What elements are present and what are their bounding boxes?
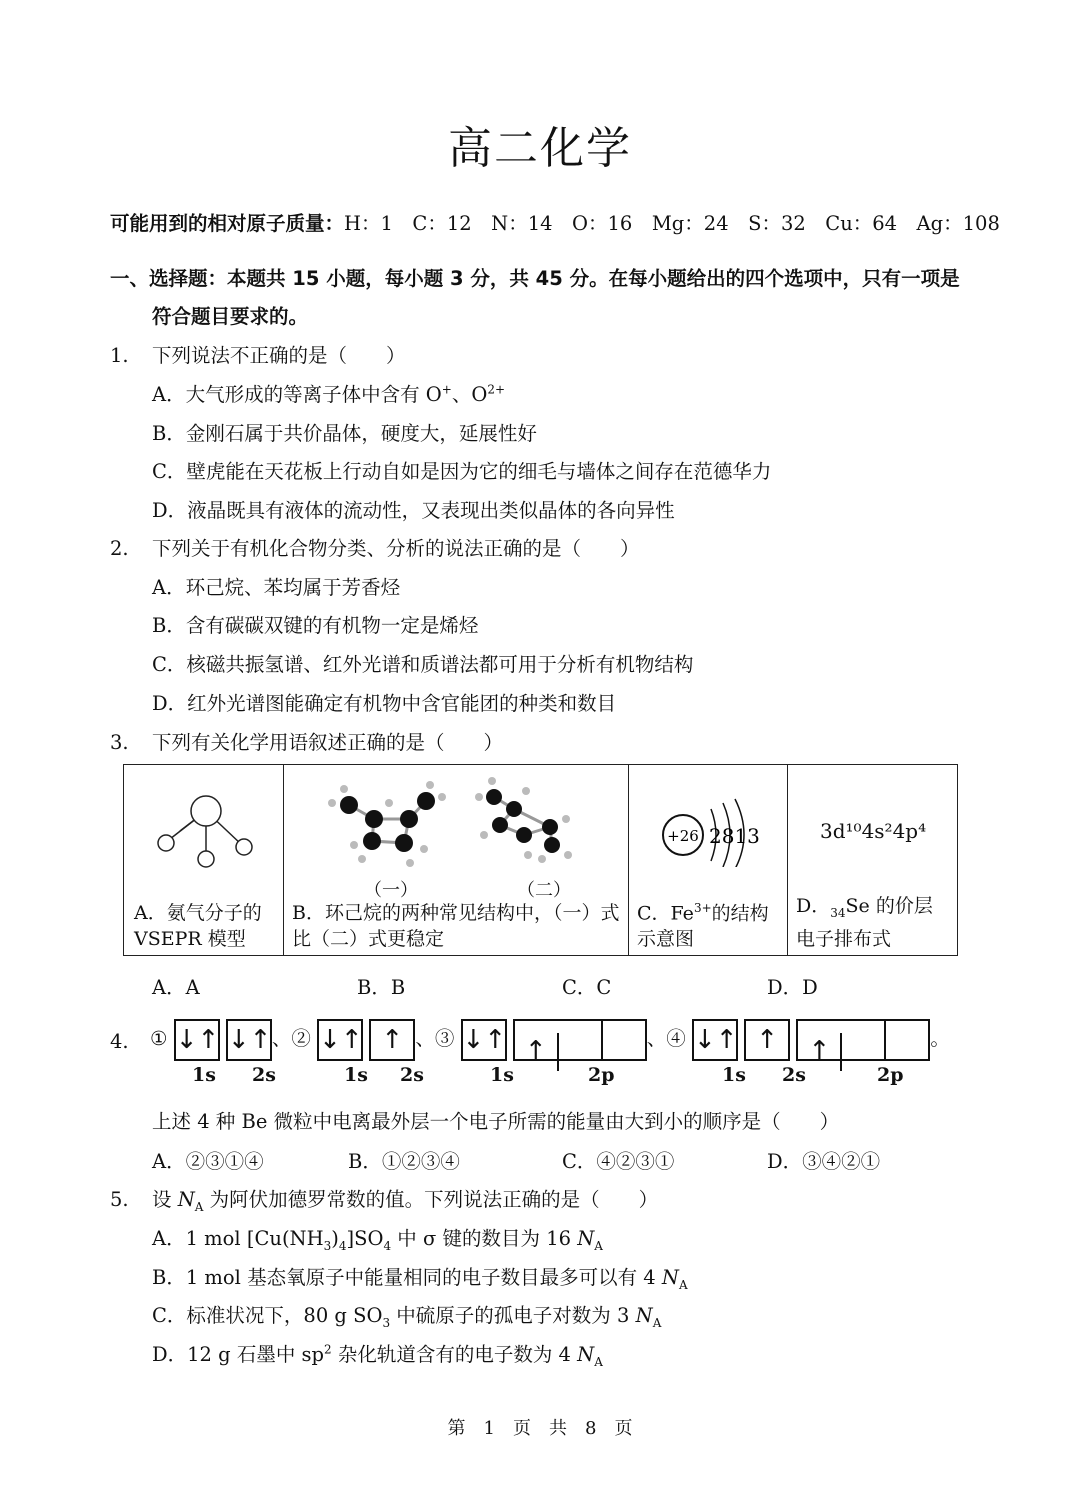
orbital-2s	[369, 1019, 415, 1061]
q3-cell-d	[788, 765, 958, 956]
cell-caption	[796, 893, 951, 952]
subscript: 3	[382, 1315, 391, 1330]
superscript: 2+	[487, 382, 506, 397]
q2-option-b: B．含有碳碳双键的有机物一定是烯烃	[152, 614, 479, 637]
electron-arrow: ↑	[515, 1033, 559, 1071]
option-text: ]SO	[346, 1227, 384, 1250]
orbital-label: 1s	[344, 1064, 368, 1086]
question-3-stem	[110, 727, 503, 755]
superscript: 2	[324, 1342, 332, 1357]
question-text: 下列说法不正确的是（ ）	[152, 344, 406, 367]
nucleus-charge: +26	[667, 827, 699, 845]
superscript: 3+	[693, 900, 712, 915]
subscript: 4	[383, 1238, 392, 1253]
electron-pair-arrows: ↓↑	[693, 1024, 738, 1055]
subscript: A	[594, 1238, 603, 1253]
orbital-label: 2s	[782, 1064, 806, 1086]
q3-cell-a	[124, 765, 284, 956]
caption-text: Se 的价层电子排布式	[796, 895, 933, 950]
electron-shell-counts: 2813	[709, 824, 760, 848]
question-number: 2.	[110, 537, 129, 560]
caption-text: C．Fe	[637, 902, 694, 924]
marker-3: 、③	[415, 1027, 455, 1050]
empty-orbital-box	[559, 1021, 603, 1059]
q5-option-c	[152, 1300, 661, 1330]
atomic-mass-values: H：1 C：12 N：14 O：16 Mg：24 S：32 Cu：64 Ag：108	[344, 212, 1000, 235]
q3-option-d: D．D	[767, 976, 818, 999]
orbital-1s	[174, 1019, 220, 1061]
fe3-structure-diagram	[659, 797, 769, 867]
vsepr-model-figure	[152, 787, 262, 877]
conformer-label-1: （一）	[364, 880, 418, 901]
q5-option-d	[152, 1339, 603, 1369]
q2-option-c: C．核磁共振氢谱、红外光谱和质谱法都可用于分析有机物结构	[152, 653, 694, 676]
option-text: )	[331, 1227, 339, 1250]
option-text: 、O	[451, 383, 488, 406]
question-1-stem	[110, 340, 406, 368]
q3-option-a: A．A	[152, 976, 200, 999]
question-number: 3.	[110, 731, 129, 754]
subscript: 34	[830, 906, 846, 920]
orbital-1s	[461, 1019, 507, 1061]
superscript: +	[441, 382, 452, 397]
question-text: 设	[152, 1188, 178, 1211]
q1-option-c: C．壁虎能在天花板上行动自如是因为它的细毛与墙体之间存在范德华力	[152, 460, 772, 483]
period: 。	[930, 1027, 950, 1050]
section-heading-line1: 一、选择题：本题共 15 小题，每小题 3 分，共 45 分。在每小题给出的四个选项中，只有一项是	[110, 267, 960, 290]
option-text: C．标准状况下，80 g SO	[152, 1304, 383, 1327]
question-text: 为阿伏加德罗常数的值。下列说法正确的是（ ）	[203, 1188, 659, 1211]
orbital-1s	[317, 1019, 363, 1061]
option-text: B．1 mol 基态氧原子中能量相同的电子数目最多可以有 4	[152, 1266, 662, 1289]
electron-arrow: ↑	[798, 1033, 842, 1071]
orbital-label: 1s	[722, 1064, 746, 1086]
q4-option-b: B．①②③④	[348, 1150, 460, 1173]
question-4-number: 4.	[110, 1030, 129, 1053]
question-number: 5.	[110, 1188, 129, 1211]
q1-option-a	[152, 379, 505, 407]
orbital-label: 2s	[252, 1064, 276, 1086]
orbital-2p	[513, 1019, 647, 1066]
q4-option-d: D．③④②①	[767, 1150, 881, 1173]
page-footer: 第 1 页 共 8 页	[447, 1418, 633, 1439]
avogadro-symbol: N	[635, 1304, 653, 1327]
caption-text: 的结构示意图	[637, 902, 769, 950]
q4-option-c: C．④②③①	[562, 1150, 675, 1173]
q1-option-d: D．液晶既具有液体的流动性，又表现出类似晶体的各向异性	[152, 499, 675, 522]
option-text: 中 σ 键的数目为 16	[391, 1227, 578, 1250]
q3-cell-b	[284, 765, 629, 956]
question-number: 1.	[110, 344, 129, 367]
empty-orbital-box	[603, 1021, 645, 1059]
option-text: 中硫原子的孤电子对数为 3	[390, 1304, 636, 1327]
q5-option-b	[152, 1262, 688, 1292]
question-text: 下列有关化学用语叙述正确的是（ ）	[152, 731, 504, 754]
q1-option-b: B．金刚石属于共价晶体，硬度大，延展性好	[152, 422, 537, 445]
electron-pair-arrows: ↓↑	[175, 1024, 220, 1055]
page-title: 高二化学	[448, 123, 632, 174]
electron-configuration: 3d¹⁰4s²4p⁴	[820, 819, 927, 843]
orbital-label: 1s	[490, 1064, 514, 1086]
marker-1: ①	[150, 1027, 168, 1050]
atomic-mass-line	[110, 208, 1000, 236]
q2-option-a: A．环己烷、苯均属于芳香烃	[152, 576, 401, 599]
cyclohexane-conformers-figure	[314, 775, 604, 875]
question-2-stem	[110, 533, 640, 561]
option-text: A．大气形成的等离子体中含有 O	[152, 383, 442, 406]
section-heading-line2: 符合题目要求的。	[152, 305, 309, 328]
electron-pair-arrows: ↓↑	[227, 1024, 272, 1055]
cell-caption: A．氨气分子的 VSEPR 模型	[134, 902, 262, 950]
marker-2: 、②	[271, 1027, 311, 1050]
orbital-1s	[692, 1019, 738, 1061]
q3-option-b: B．B	[357, 976, 406, 999]
cell-caption: B．环己烷的两种常见结构中，（一）式比（二）式更稳定	[292, 902, 620, 950]
option-text: A．1 mol [Cu(NH	[152, 1227, 324, 1250]
q4-stem: 上述 4 种 Be 微粒中电离最外层一个电子所需的能量由大到小的顺序是（ ）	[152, 1110, 840, 1133]
option-text: 杂化轨道含有的电子数为 4	[331, 1343, 578, 1366]
orbital-2s	[744, 1019, 790, 1061]
subscript: A	[194, 1199, 204, 1214]
electron-arrow: ↑	[756, 1024, 779, 1055]
orbital-label: 2p	[588, 1064, 615, 1086]
orbital-2p	[796, 1019, 930, 1066]
question-text: 下列关于有机化合物分类、分析的说法正确的是（ ）	[152, 537, 640, 560]
orbital-label: 2s	[400, 1064, 424, 1086]
q3-cell-c	[629, 765, 788, 956]
caption-text: D．	[796, 895, 831, 918]
avogadro-symbol: N	[577, 1343, 595, 1366]
question-5-stem	[110, 1184, 658, 1214]
cell-caption	[637, 895, 781, 952]
avogadro-symbol: N	[177, 1188, 195, 1211]
subscript: A	[652, 1315, 662, 1330]
empty-orbital-box	[842, 1021, 886, 1059]
atomic-mass-label: 可能用到的相对原子质量：	[110, 212, 345, 235]
avogadro-symbol: N	[661, 1266, 679, 1289]
subscript: 4	[338, 1238, 347, 1253]
avogadro-symbol: N	[577, 1227, 595, 1250]
conformer-label-2: （二）	[517, 880, 571, 901]
option-text: D．12 g 石墨中 sp	[152, 1343, 325, 1366]
q3-option-c: C．C	[562, 976, 612, 999]
subscript: A	[594, 1354, 603, 1369]
subscript: 3	[323, 1238, 332, 1253]
electron-pair-arrows: ↓↑	[319, 1024, 363, 1055]
q4-orbital-diagrams	[150, 1018, 950, 1066]
orbital-label: 1s	[192, 1064, 216, 1086]
subscript: A	[678, 1277, 688, 1292]
orbital-label: 2p	[877, 1064, 904, 1086]
orbital-2s	[226, 1019, 272, 1061]
q4-option-a: A．②③①④	[152, 1150, 264, 1173]
empty-orbital-box	[886, 1021, 928, 1059]
marker-4: 、④	[646, 1027, 686, 1050]
electron-arrow: ↑	[381, 1024, 404, 1055]
q3-figure-table	[123, 764, 958, 956]
q2-option-d: D．红外光谱图能确定有机物中含官能团的种类和数目	[152, 692, 617, 715]
q5-option-a	[152, 1223, 603, 1253]
electron-pair-arrows: ↓↑	[462, 1024, 507, 1055]
